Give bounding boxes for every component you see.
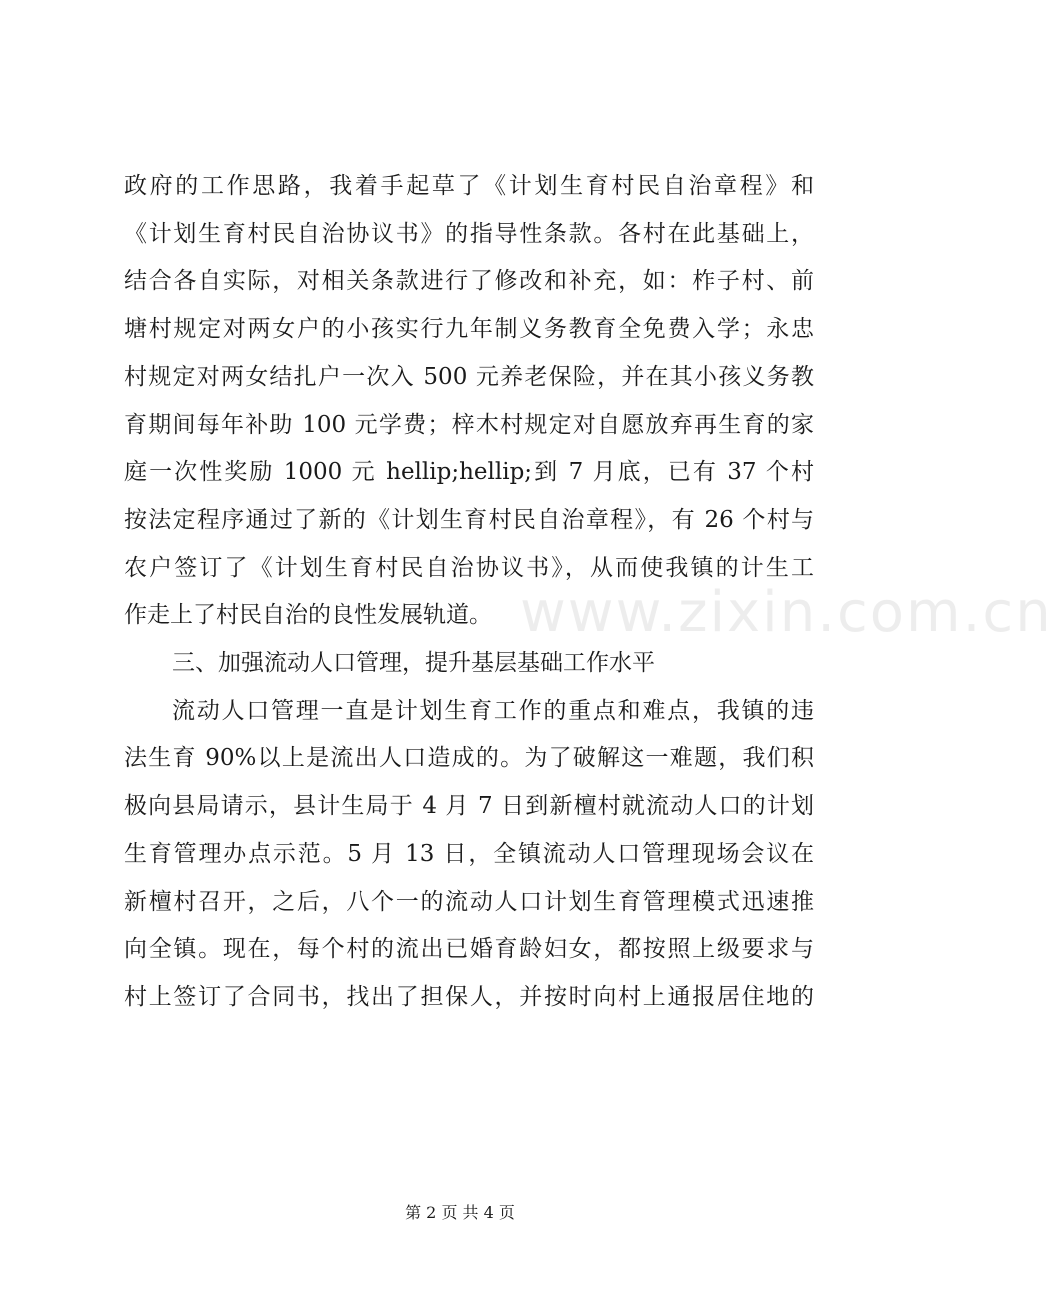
text-line: 按法定程序通过了新的《计划生育村民自治章程》，有 26 个村与 [124, 507, 814, 533]
text-line: 新檀村召开，之后，八个一的流动人口计划生育管理模式迅速推 [124, 889, 814, 915]
page-footer: 第 2 页 共 4 页 [405, 1203, 515, 1222]
text-line: 庭一次性奖励 1000 元 hellip;hellip;到 7 月底，已有 37 个村 [124, 459, 814, 485]
section-heading: 三、加强流动人口管理，提升基层基础工作水平 [172, 650, 655, 676]
text-line: 农户签订了《计划生育村民自治协议书》，从而使我镇的计生工 [124, 555, 814, 581]
text-line: 作走上了村民自治的良性发展轨道。 [124, 602, 492, 628]
text-line: 结合各自实际，对相关条款进行了修改和补充，如：柞子村、前 [124, 268, 814, 294]
text-line: 村上签订了合同书，找出了担保人，并按时向村上通报居住地的 [124, 984, 814, 1010]
text-line: 政府的工作思路，我着手起草了《计划生育村民自治章程》和 [124, 173, 814, 199]
text-line: 村规定对两女结扎户一次入 500 元养老保险，并在其小孩义务教 [124, 364, 814, 390]
text-line: 《计划生育村民自治协议书》的指导性条款。各村在此基础上， [124, 221, 814, 247]
text-line: 生育管理办点示范。5 月 13 日，全镇流动人口管理现场会议在 [124, 841, 814, 867]
text-line: 塘村规定对两女户的小孩实行九年制义务教育全免费入学；永忠 [124, 316, 814, 342]
text-line: 法生育 90%以上是流出人口造成的。为了破解这一难题，我们积 [124, 745, 814, 771]
watermark: www.zixin.com.cn [520, 580, 1053, 645]
paragraph-first-line: 流动人口管理一直是计划生育工作的重点和难点，我镇的违 [172, 698, 814, 724]
text-line: 极向县局请示，县计生局于 4 月 7 日到新檀村就流动人口的计划 [124, 793, 814, 819]
text-line: 向全镇。现在，每个村的流出已婚育龄妇女，都按照上级要求与 [124, 936, 814, 962]
text-line: 育期间每年补助 100 元学费；梓木村规定对自愿放弃再生育的家 [124, 412, 814, 438]
